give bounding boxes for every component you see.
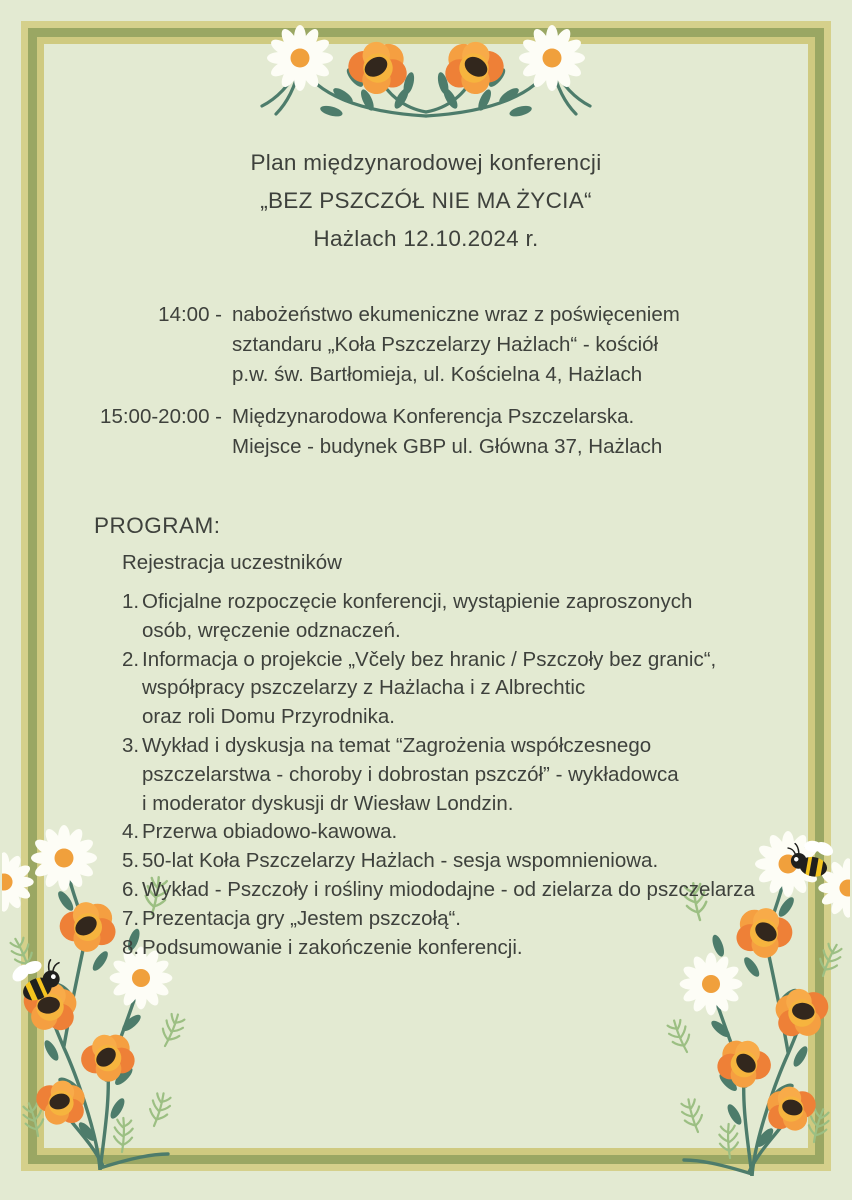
schedule-item [44,300,816,390]
program-item-text: Informacja o projekcie „Včely bez hranic / Pszczoły bez granic“, współpracy pszczelarzy z Hażlacha i z Albrechtic oraz roli Domu Przyrodnika. [142,647,717,729]
schedule-line: sztandaru „Koła Pszczelarzy Hażlach“ - kościół [232,333,659,356]
schedule-time: 14:00 - [158,303,222,326]
program-item-number: 8. [122,935,140,959]
program-item-text: Przerwa obiadowo-kawowa. [142,820,398,844]
top-floral-garland [254,22,598,130]
program-item-number: 4. [122,820,140,844]
schedule-line: Miejsce - budynek GBP ul. Główna 37, Hażlach [232,435,663,458]
program-item-number: 2. [122,647,140,671]
program-item [122,588,822,646]
bee-icon [5,956,70,1016]
program-item-text: Podsumowanie i zakończenie konferencji. [142,935,523,959]
poster-title [0,144,852,258]
program-item [122,847,822,876]
title-line-main: Plan międzynarodowej konferencji [250,150,602,175]
title-line-place-date: Hażlach 12.10.2024 r. [313,226,539,251]
schedule-line: nabożeństwo ekumeniczne wraz z poświęceniem [232,303,680,326]
schedule [44,300,816,462]
program-item [122,905,822,934]
program-item [122,876,822,905]
schedule-line: Międzynarodowa Konferencja Pszczelarska. [232,405,635,428]
bee-icon [784,837,843,890]
schedule-line: p.w. św. Bartłomieja, ul. Kościelna 4, Hażlach [232,363,643,386]
schedule-item [44,402,816,462]
schedule-description [232,300,680,390]
program-item [122,934,822,963]
program-item [122,646,822,732]
program-item-number: 7. [122,906,140,930]
program-item-text: Oficjalne rozpoczęcie konferencji, wystąpienie zaproszonych osób, wręczenie odznaczeń. [142,590,693,642]
program-item-text: Wykład - Pszczoły i rośliny miododajne - od zielarza do pszczelarza [142,877,755,901]
program-item-text: Wykład i dyskusja na temat “Zagrożenia współczesnego pszczelarstwa - choroby i dobrostan pszczół” - wykładowca i moderator dyskusji dr Wiesław Londzin. [142,733,679,815]
program-item-number: 3. [122,733,140,757]
program-list [122,588,822,962]
program-item-number: 6. [122,877,140,901]
program-item-number: 5. [122,849,140,873]
program-item [122,732,822,818]
program-intro: Rejestracja uczestników [122,551,342,574]
program-item-number: 1. [122,590,140,613]
title-line-motto: „BEZ PSZCZÓŁ NIE MA ŻYCIA“ [260,188,592,213]
schedule-description [232,402,662,462]
program-item-text: 50-lat Koła Pszczelarzy Hażlach - sesja wspomnieniowa. [142,849,659,873]
program-item-text: Prezentacja gry „Jestem pszczołą“. [142,906,462,930]
schedule-time: 15:00-20:00 - [100,405,222,428]
program-heading: PROGRAM: [94,513,221,538]
program-item [122,818,822,847]
